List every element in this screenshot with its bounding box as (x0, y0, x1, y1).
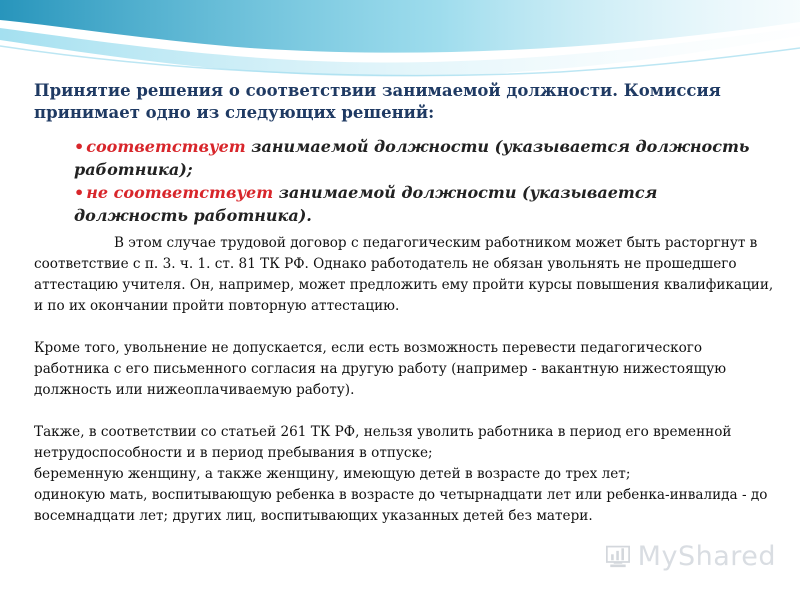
watermark-logo (606, 538, 776, 574)
option-item (74, 135, 774, 181)
option-text: занимаемой должности (указывается должность работника); (74, 137, 750, 179)
body-paragraph: одинокую мать, воспитывающую ребенка в возрасте до четырнадцати лет или ребенка-инвалида - до восемнадцати лет; других лиц, воспитывающих указанных детей без матери. (34, 487, 768, 524)
option-keyword: соответствует (86, 137, 246, 156)
option-item (74, 181, 774, 227)
body-paragraph: В этом случае трудовой договор с педагогическим работником может быть расторгнут в соответствие с п. 3. ч. 1. ст. 81 ТК РФ. Однако работодатель не обязан увольнять не прошедшего аттестацию учителя. Он, например, может предложить ему пройти курсы повышения квалификации, и по их окончании пройти повторную аттестацию. (34, 235, 774, 314)
body-paragraph: беременную женщину, а также женщину, имеющую детей в возрасте до трех лет; (34, 466, 631, 482)
watermark-text: MyShared (637, 540, 776, 572)
option-keyword: не соответствует (86, 183, 274, 202)
bar-chart-icon (606, 541, 632, 571)
slide-body (34, 233, 779, 527)
decision-options (74, 135, 774, 227)
slide-title: Принятие решения о соответствии занимаемой должности. Комиссия принимает одно из следующих решений: (34, 81, 721, 122)
body-paragraph: Также, в соответствии со статьей 261 ТК РФ, нельзя уволить работника в период его временной нетрудоспособности и в период пребывания в отпуске; (34, 424, 732, 461)
option-text: занимаемой должности (указывается должность работника). (74, 183, 658, 225)
body-paragraph: Кроме того, увольнение не допускается, если есть возможность перевести педагогического работника с его письменного согласия на другую работу (например - вакантную нижестоящую должность или нижеоплачиваемую работу). (34, 340, 727, 398)
bullet-icon: • (74, 137, 85, 156)
bullet-icon: • (74, 183, 85, 202)
